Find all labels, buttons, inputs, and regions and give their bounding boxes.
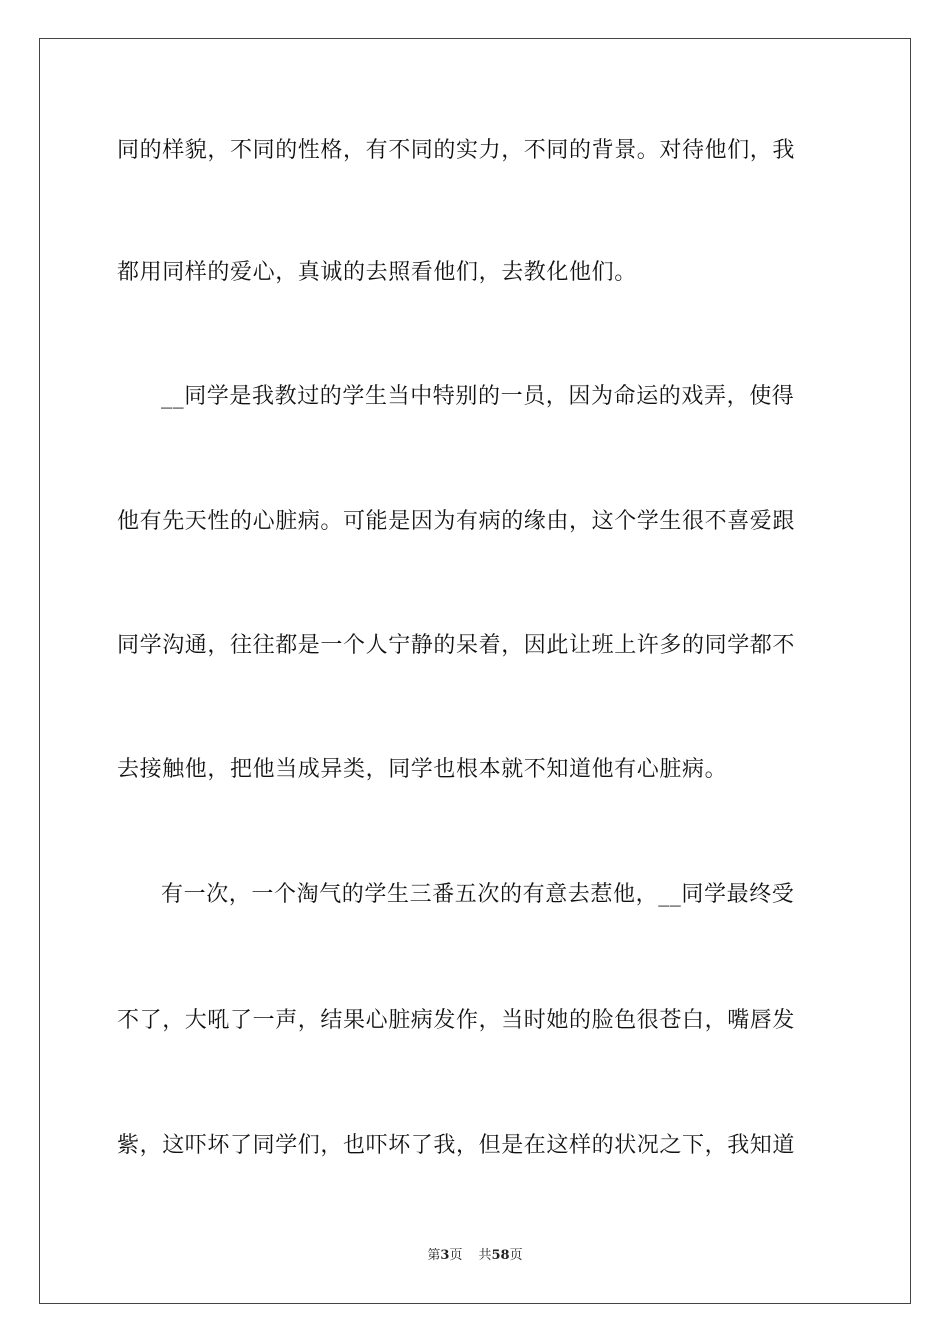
body-line-8: 不了，大吼了一声，结果心脏病发作，当时她的脸色很苍白，嘴唇发 xyxy=(117,1008,796,1033)
body-line-6: 去接触他，把他当成异类，同学也根本就不知道他有心脏病。 xyxy=(117,757,728,782)
total-suffix: 页 xyxy=(509,1248,523,1263)
total-pages: 58 xyxy=(491,1248,510,1263)
page-number: 3 xyxy=(440,1248,450,1263)
body-line-1: 同的样貌，不同的性格，有不同的实力，不同的背景。对待他们，我 xyxy=(117,138,796,163)
body-line-3: __同学是我教过的学生当中特别的一员，因为命运的戏弄，使得 xyxy=(161,384,795,409)
body-line-4: 他有先天性的心脏病。可能是因为有病的缘由，这个学生很不喜爱跟 xyxy=(117,509,796,534)
body-line-5: 同学沟通，往往都是一个人宁静的呆着，因此让班上许多的同学都不 xyxy=(117,633,796,658)
body-line-2: 都用同样的爱心，真诚的去照看他们，去教化他们。 xyxy=(117,260,637,285)
page-border xyxy=(39,38,911,1304)
page-footer xyxy=(0,1247,950,1265)
page-prefix: 第 xyxy=(427,1248,441,1263)
body-line-9: 紫，这吓坏了同学们，也吓坏了我，但是在这样的状况之下，我知道 xyxy=(117,1133,796,1158)
total-prefix: 共 xyxy=(478,1248,492,1263)
page-suffix: 页 xyxy=(449,1248,463,1263)
body-line-7: 有一次，一个淘气的学生三番五次的有意去惹他，__同学最终受 xyxy=(161,882,795,907)
